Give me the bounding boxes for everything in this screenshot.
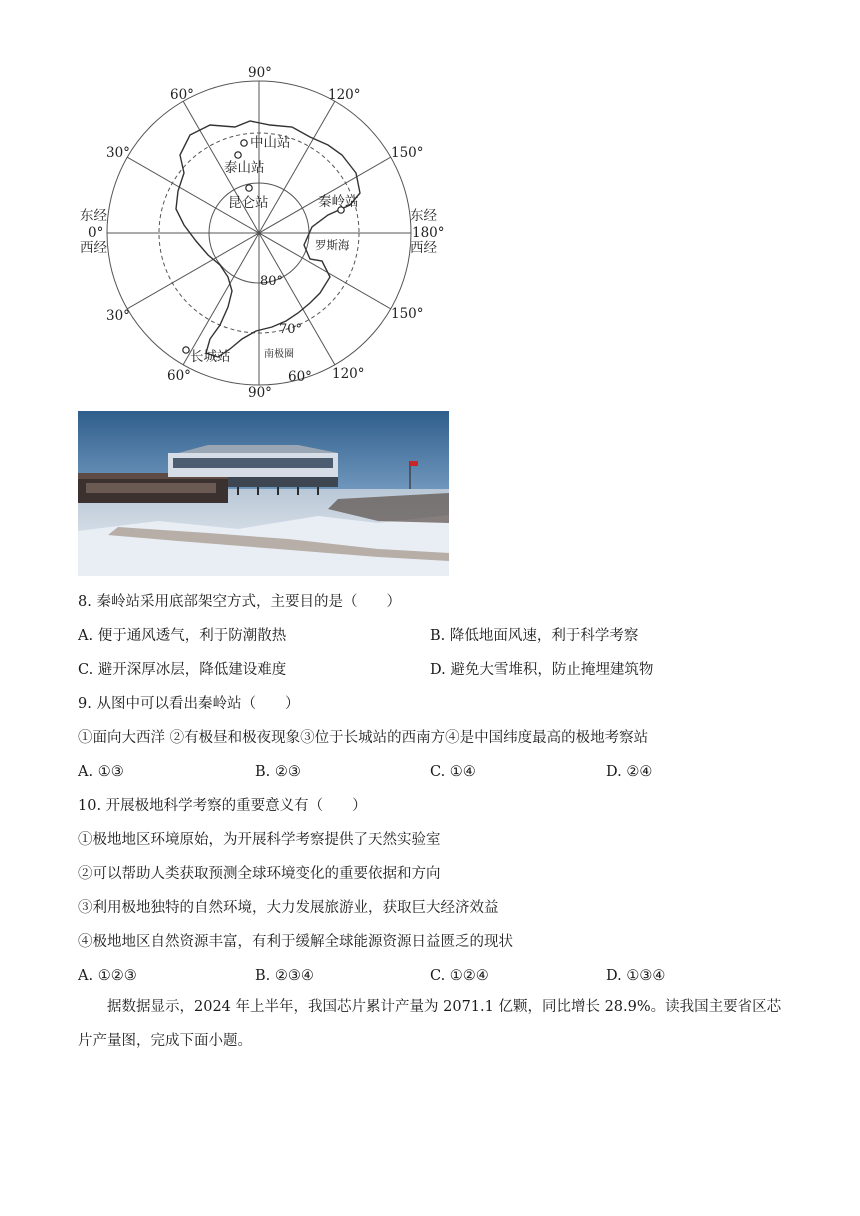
question-8-option-d: D. 避免大雪堆积，防止掩埋建筑物 — [430, 662, 654, 678]
zhongshan-station-marker — [241, 140, 247, 146]
question-9-option-a: A. ①③ — [78, 764, 124, 780]
west-longitude-label-right: 西经 — [410, 240, 437, 256]
lon-label-0: 0° — [88, 225, 104, 241]
question-10-statement-1: ①极地地区环境原始，为开展科学考察提供了天然实验室 — [78, 832, 441, 848]
west-longitude-label-left: 西经 — [80, 240, 107, 256]
question-10-option-b: B. ②③④ — [255, 968, 314, 984]
lon-label-60-ul: 60° — [170, 87, 194, 103]
question-10-stem: 10. 开展极地科学考察的重要意义有（ ） — [78, 798, 367, 814]
qinling-station-photo — [78, 411, 449, 576]
lon-label-120-ur: 120° — [328, 87, 361, 103]
lon-label-30-l: 30° — [106, 145, 130, 161]
kunlun-station-marker — [246, 185, 252, 191]
taishan-station-marker — [235, 152, 241, 158]
question-9-option-c: C. ①④ — [430, 764, 476, 780]
east-longitude-label-left: 东经 — [80, 208, 107, 224]
question-8-option-b: B. 降低地面风速，利于科学考察 — [430, 628, 639, 644]
lon-label-top: 90° — [248, 65, 272, 81]
lon-label-150-r: 150° — [391, 145, 424, 161]
ross-sea-label: 罗斯海 — [315, 238, 350, 252]
antarctic-circle-label: 南极圈 — [264, 349, 294, 360]
zhongshan-station-label: 中山站 — [250, 135, 291, 151]
chip-production-passage: 据数据显示，2024 年上半年，我国芯片累计产量为 2071.1 亿颗，同比增长 28.9%。读我国主要省区芯片产量图，完成下面小题。 — [78, 999, 782, 1049]
lon-label-bottom: 90° — [248, 385, 272, 401]
lat-label-80: 80° — [260, 274, 284, 289]
question-10-option-d: D. ①③④ — [606, 968, 666, 984]
lat-label-70: 70° — [279, 322, 303, 337]
taishan-station-label: 泰山站 — [224, 160, 265, 176]
question-10-option-a: A. ①②③ — [78, 968, 137, 984]
antarctica-map — [60, 55, 480, 410]
question-9-option-d: D. ②④ — [606, 764, 653, 780]
question-10-statement-4: ④极地地区自然资源丰富，有利于缓解全球能源资源日益匮乏的现状 — [78, 934, 513, 950]
question-9-statement: ①面向大西洋 ②有极昼和极夜现象③位于长城站的西南方④是中国纬度最高的极地考察站 — [78, 730, 649, 746]
lon-label-150-lr: 150° — [391, 306, 424, 322]
kunlun-station-label: 昆仑站 — [228, 195, 269, 211]
question-10-option-c: C. ①②④ — [430, 968, 489, 984]
lon-label-60-inner: 60° — [288, 369, 312, 385]
question-8-option-c: C. 避开深厚冰层，降低建设难度 — [78, 662, 287, 678]
lon-label-120-lr: 120° — [332, 366, 365, 382]
question-10-statement-2: ②可以帮助人类获取预测全球环境变化的重要依据和方向 — [78, 866, 441, 882]
map-meridians — [107, 81, 411, 385]
changcheng-station-marker — [183, 347, 189, 353]
flag-icon — [410, 461, 418, 466]
question-9-stem: 9. 从图中可以看出秦岭站（ ） — [78, 696, 300, 712]
question-8-option-a: A. 便于通风透气，利于防潮散热 — [78, 628, 287, 644]
changcheng-station-label: 长城站 — [190, 349, 231, 365]
lon-label-30-ll: 30° — [106, 308, 130, 324]
east-longitude-label-right: 东经 — [410, 208, 437, 224]
qinling-station-label: 秦岭站 — [318, 194, 359, 210]
lon-label-60-ll: 60° — [167, 368, 191, 384]
question-10-statement-3: ③利用极地独特的自然环境，大力发展旅游业，获取巨大经济效益 — [78, 900, 499, 916]
question-9-option-b: B. ②③ — [255, 764, 301, 780]
question-8-stem: 8. 秦岭站采用底部架空方式，主要目的是（ ） — [78, 594, 401, 610]
lon-label-180: 180° — [412, 225, 445, 241]
